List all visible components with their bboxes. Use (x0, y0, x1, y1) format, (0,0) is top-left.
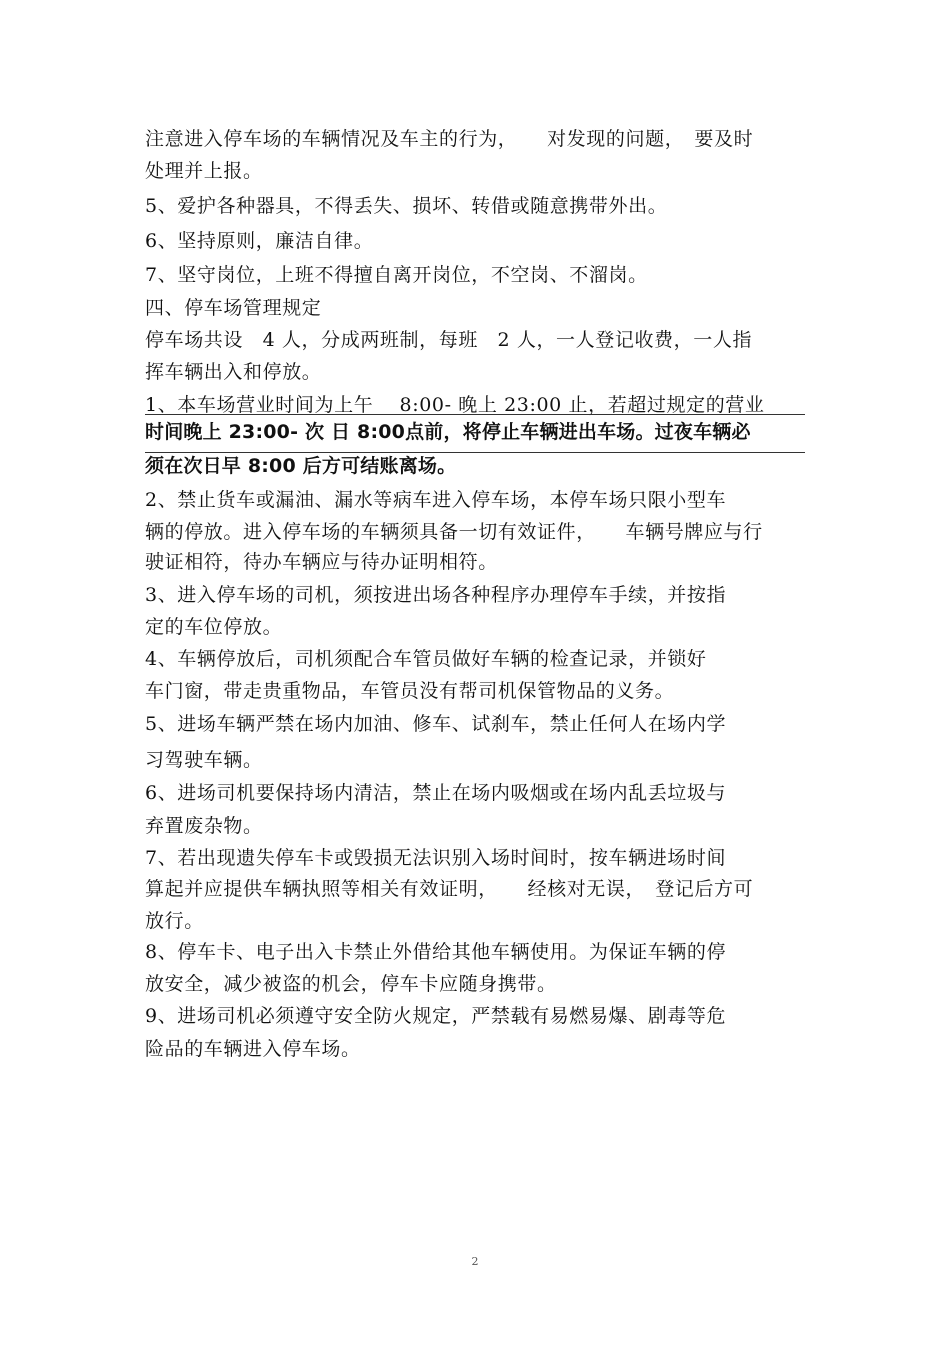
section-heading: 四、停车场管理规定 (145, 297, 322, 319)
text-line: 处理并上报。 (145, 160, 263, 182)
text-line: 辆的停放。进入停车场的车辆须具备一切有效证件， 车辆号牌应与行 (145, 521, 763, 543)
text-line: 7、坚守岗位，上班不得擅自离开岗位，不空岗、不溜岗。 (145, 264, 648, 286)
text-line: 驶证相符，待办车辆应与待办证明相符。 (145, 551, 498, 573)
text-line: 放安全，减少被盗的机会，停车卡应随身携带。 (145, 973, 557, 995)
text-line: 停车场共设 4 人，分成两班制，每班 2 人，一人登记收费，一人指 (145, 329, 753, 351)
text-line: 弃置废杂物。 (145, 815, 263, 837)
text-line: 习驾驶车辆。 (145, 749, 263, 771)
page-number: 2 (471, 1255, 479, 1268)
text-line: 5、进场车辆严禁在场内加油、修车、试刹车，禁止任何人在场内学 (145, 713, 727, 735)
text-line: 险品的车辆进入停车场。 (145, 1038, 361, 1060)
text-line: 9、进场司机必须遵守安全防火规定，严禁载有易燃易爆、剧毒等危 (145, 1005, 727, 1027)
underline-rule (145, 414, 805, 415)
text-line: 车门窗，带走贵重物品，车管员没有帮司机保管物品的义务。 (145, 680, 675, 702)
text-line: 3、进入停车场的司机，须按进出场各种程序办理停车手续，并按指 (145, 584, 727, 606)
text-line: 注意进入停车场的车辆情况及车主的行为， 对发现的问题， 要及时 (145, 128, 754, 150)
text-line: 8、停车卡、电子出入卡禁止外借给其他车辆使用。为保证车辆的停 (145, 941, 727, 963)
text-line: 2、禁止货车或漏油、漏水等病车进入停车场，本停车场只限小型车 (145, 489, 727, 511)
text-line: 7、若出现遗失停车卡或毁损无法识别入场时间时，按车辆进场时间 (145, 847, 727, 869)
bold-text-line: 时间晚上 23:00- 次 日 8:00点前，将停止车辆进出车场。过夜车辆必 (145, 421, 751, 443)
text-line: 6、进场司机要保持场内清洁，禁止在场内吸烟或在场内乱丢垃圾与 (145, 782, 727, 804)
text-line: 放行。 (145, 910, 204, 932)
text-line: 算起并应提供车辆执照等相关有效证明， 经核对无误， 登记后方可 (145, 878, 754, 900)
text-line: 4、车辆停放后，司机须配合车管员做好车辆的检查记录，并锁好 (145, 648, 707, 670)
text-line: 5、爱护各种器具，不得丢失、损坏、转借或随意携带外出。 (145, 195, 668, 217)
text-line: 1、本车场营业时间为上午 8:00- 晚上 23:00 止，若超过规定的营业 (145, 394, 765, 416)
text-line: 6、坚持原则，廉洁自律。 (145, 230, 374, 252)
text-line: 挥车辆出入和停放。 (145, 361, 322, 383)
bold-text-line: 须在次日早 8:00 后方可结账离场。 (145, 455, 457, 477)
text-line: 定的车位停放。 (145, 616, 283, 638)
